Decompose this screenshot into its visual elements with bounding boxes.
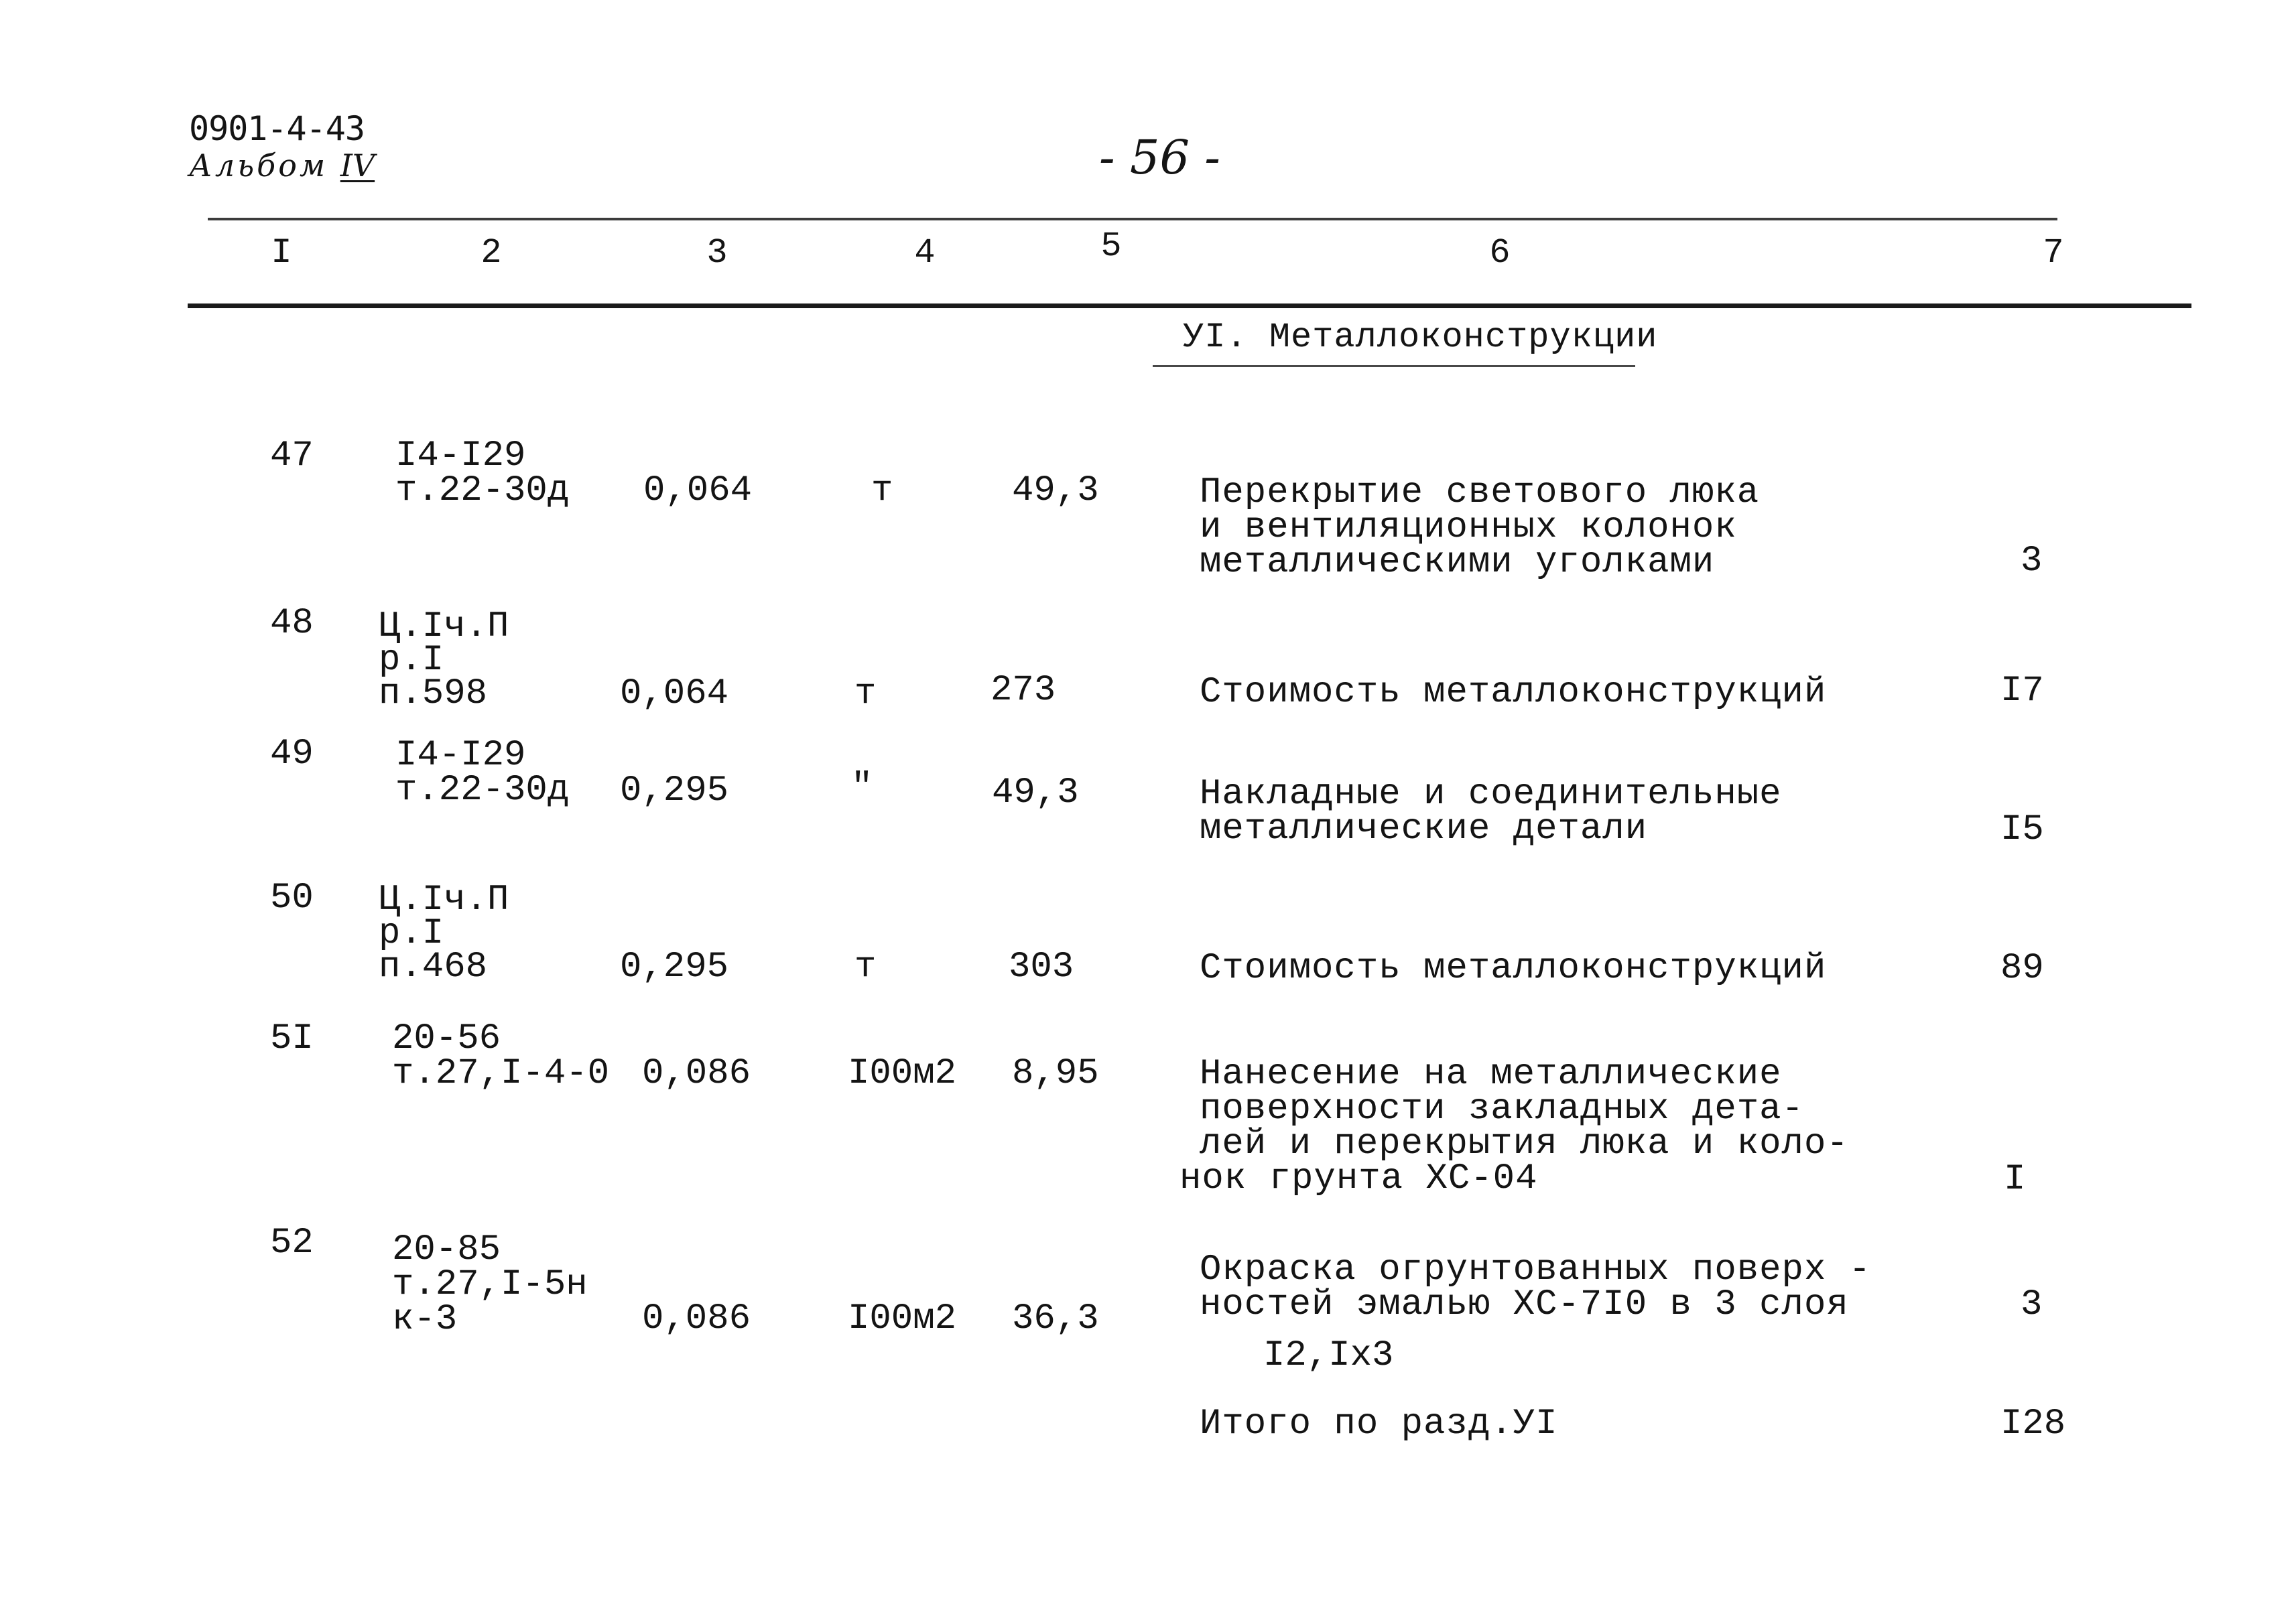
description-line: Перекрытие светового люка xyxy=(1200,472,1760,513)
row-47-quantity: 0,064 xyxy=(643,470,753,511)
description-line: Стоимость металлоконструкций xyxy=(1200,948,1827,989)
row-48-unit: т xyxy=(854,673,877,714)
description-line: ностей эмалью ХС-7I0 в 3 слоя xyxy=(1200,1284,1849,1325)
column-header-6: 6 xyxy=(1489,233,1511,273)
description-line: поверхности закладных дета- xyxy=(1200,1089,1804,1130)
column-header-4: 4 xyxy=(914,233,936,273)
row-48-quantity: 0,064 xyxy=(620,673,729,714)
code-line: п.598 xyxy=(379,673,488,714)
row-49-number: 49 xyxy=(270,734,314,774)
row-48-code xyxy=(379,606,509,714)
code-line: т.27,I-4-0 xyxy=(392,1053,610,1094)
row-49-description xyxy=(1200,774,1782,850)
code-line: т.22-30д xyxy=(395,470,570,511)
row-51-total: I xyxy=(2004,1159,2026,1200)
code-line: 20-85 xyxy=(392,1229,501,1270)
row-47-price: 49,3 xyxy=(1012,470,1099,511)
row-48-price: 273 xyxy=(991,670,1056,711)
code-line: Ц.Iч.П xyxy=(379,606,509,647)
code-line: 20-56 xyxy=(392,1018,501,1059)
row-50-price: 303 xyxy=(1009,947,1074,988)
row-50-code xyxy=(379,880,509,988)
row-49-quantity: 0,295 xyxy=(620,770,729,811)
row-48-description xyxy=(1200,672,1827,713)
album-number: IV xyxy=(340,147,375,184)
row-49-price: 49,3 xyxy=(992,772,1079,813)
row-52-quantity: 0,086 xyxy=(642,1298,751,1339)
description-line: Нанесение на металлические xyxy=(1200,1054,1782,1095)
description-line: металлические детали xyxy=(1200,809,1648,850)
column-header-3: 3 xyxy=(706,233,728,273)
album-label xyxy=(189,149,375,182)
row-50-quantity: 0,295 xyxy=(620,947,729,988)
row-50-description xyxy=(1200,948,1827,989)
row-49-code xyxy=(395,735,570,811)
code-line: I4-I29 xyxy=(395,435,526,476)
code-line: Ц.Iч.П xyxy=(379,880,509,921)
code-line: р.I xyxy=(379,640,444,681)
row-52-description xyxy=(1200,1249,1872,1325)
row-49-unit: " xyxy=(851,767,873,808)
description-line: нок грунта ХС-04 xyxy=(1179,1158,1538,1199)
column-header-7: 7 xyxy=(2043,233,2064,273)
column-header-2: 2 xyxy=(481,233,502,273)
description-line: Окраска огрунтованных поверх - xyxy=(1200,1249,1872,1290)
row-47-total: 3 xyxy=(2021,541,2043,582)
code-line: т.22-30д xyxy=(395,770,570,811)
code-line: п.468 xyxy=(379,947,488,988)
row-52-note: I2,Iх3 xyxy=(1263,1335,1394,1376)
row-52-number: 52 xyxy=(270,1223,314,1264)
row-51-code xyxy=(392,1018,610,1094)
album-label-text: Альбом xyxy=(189,147,328,184)
row-49-total: I5 xyxy=(2000,809,2044,850)
row-52-unit: I00м2 xyxy=(848,1298,957,1339)
row-47-code xyxy=(395,435,570,511)
section-title: УI. Металлоконструкции xyxy=(1183,318,1658,357)
row-51-number: 5I xyxy=(270,1018,314,1059)
row-50-total: 89 xyxy=(2000,948,2044,989)
row-47-description xyxy=(1200,472,1760,583)
description-line: лей и перекрытия люка и коло- xyxy=(1200,1124,1849,1164)
column-header-5: 5 xyxy=(1100,226,1122,266)
header-rule xyxy=(188,303,2191,308)
row-47-number: 47 xyxy=(270,435,314,476)
row-48-number: 48 xyxy=(270,603,314,644)
row-51-price: 8,95 xyxy=(1012,1053,1099,1094)
document-code: 0901-4-43 xyxy=(189,109,365,148)
section-title-underline xyxy=(1153,365,1635,367)
row-52-code xyxy=(392,1229,588,1340)
row-51-description xyxy=(1179,1054,1849,1199)
description-line: Накладные и соединительные xyxy=(1200,774,1782,815)
row-52-price: 36,3 xyxy=(1012,1298,1099,1339)
row-52-total: 3 xyxy=(2021,1284,2043,1325)
row-51-unit: I00м2 xyxy=(848,1053,957,1094)
row-47-unit: т xyxy=(871,470,893,511)
page-number: - 56 - xyxy=(1099,130,1220,185)
description-line: металлическими уголками xyxy=(1200,542,1715,583)
code-line: р.I xyxy=(379,913,444,954)
row-50-number: 50 xyxy=(270,878,314,919)
code-line: т.27,I-5н xyxy=(392,1264,588,1305)
code-line: к-3 xyxy=(392,1299,458,1340)
row-48-total: I7 xyxy=(2000,671,2044,712)
column-header-1: I xyxy=(271,233,292,273)
section-total-value: I28 xyxy=(2000,1404,2066,1444)
code-line: I4-I29 xyxy=(395,735,526,776)
description-line: Стоимость металлоконструкций xyxy=(1200,672,1827,713)
section-total-label: Итого по разд.УI xyxy=(1200,1404,1558,1444)
row-50-unit: т xyxy=(854,947,877,988)
row-51-quantity: 0,086 xyxy=(642,1053,751,1094)
description-line: и вентиляционных колонок xyxy=(1200,507,1737,548)
top-rule xyxy=(208,218,2057,220)
